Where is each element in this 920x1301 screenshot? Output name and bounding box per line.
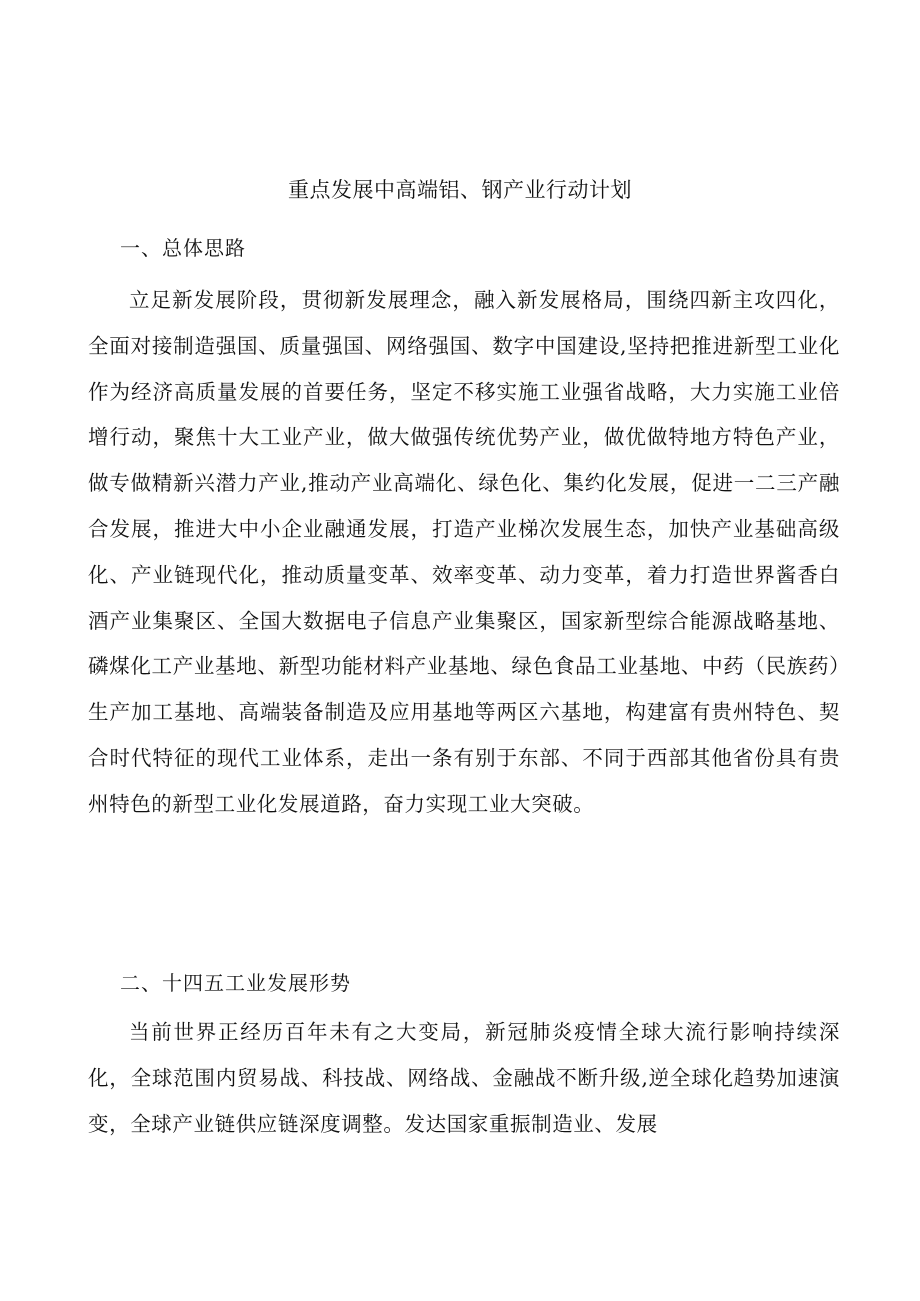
section-paragraph-development-situation: 当前世界正经历百年未有之大变局，新冠肺炎疫情全球大流行影响持续深化，全球范围内贸易战、科技战、网络战、金融战不断升级,逆全球化趋势加速演变，全球产业链供应链深度调整。发达国家重振制造业、发展 bbox=[88, 1020, 840, 1136]
section-heading-overall-approach: 一、总体思路 bbox=[120, 236, 246, 260]
section-heading-development-situation: 二、十四五工业发展形势 bbox=[120, 971, 351, 995]
section-paragraph-overall-approach: 立足新发展阶段，贯彻新发展理念，融入新发展格局，围绕四新主攻四化，全面对接制造强国、质量强国、网络强国、数字中国建设,坚持把推进新型工业化作为经济高质量发展的首要任务，坚定不移实施工业强省战略，大力实施工业倍增行动，聚焦十大工业产业，做大做强传统优势产业，做优做特地方特色产业，做专做精新兴潜力产业,推动产业高端化、绿色化、集约化发展，促进一二三产融合发展，推进大中小企业融通发展，打造产业梯次发展生态，加快产业基础高级化、产业链现代化，推动质量变革、效率变革、动力变革，着力打造世界酱香白酒产业集聚区、全国大数据电子信息产业集聚区，国家新型综合能源战略基地、磷煤化工产业基地、新型功能材料产业基地、绿色食品工业基地、中药（民族药）生产加工基地、高端装备制造及应用基地等两区六基地，构建富有贵州特色、契合时代特征的现代工业体系，走出一条有别于东部、不同于西部其他省份具有贵州特色的新型工业化发展道路，奋力实现工业大突破。 bbox=[88, 288, 840, 816]
document-title: 重点发展中高端铝、钢产业行动计划 bbox=[288, 178, 632, 202]
